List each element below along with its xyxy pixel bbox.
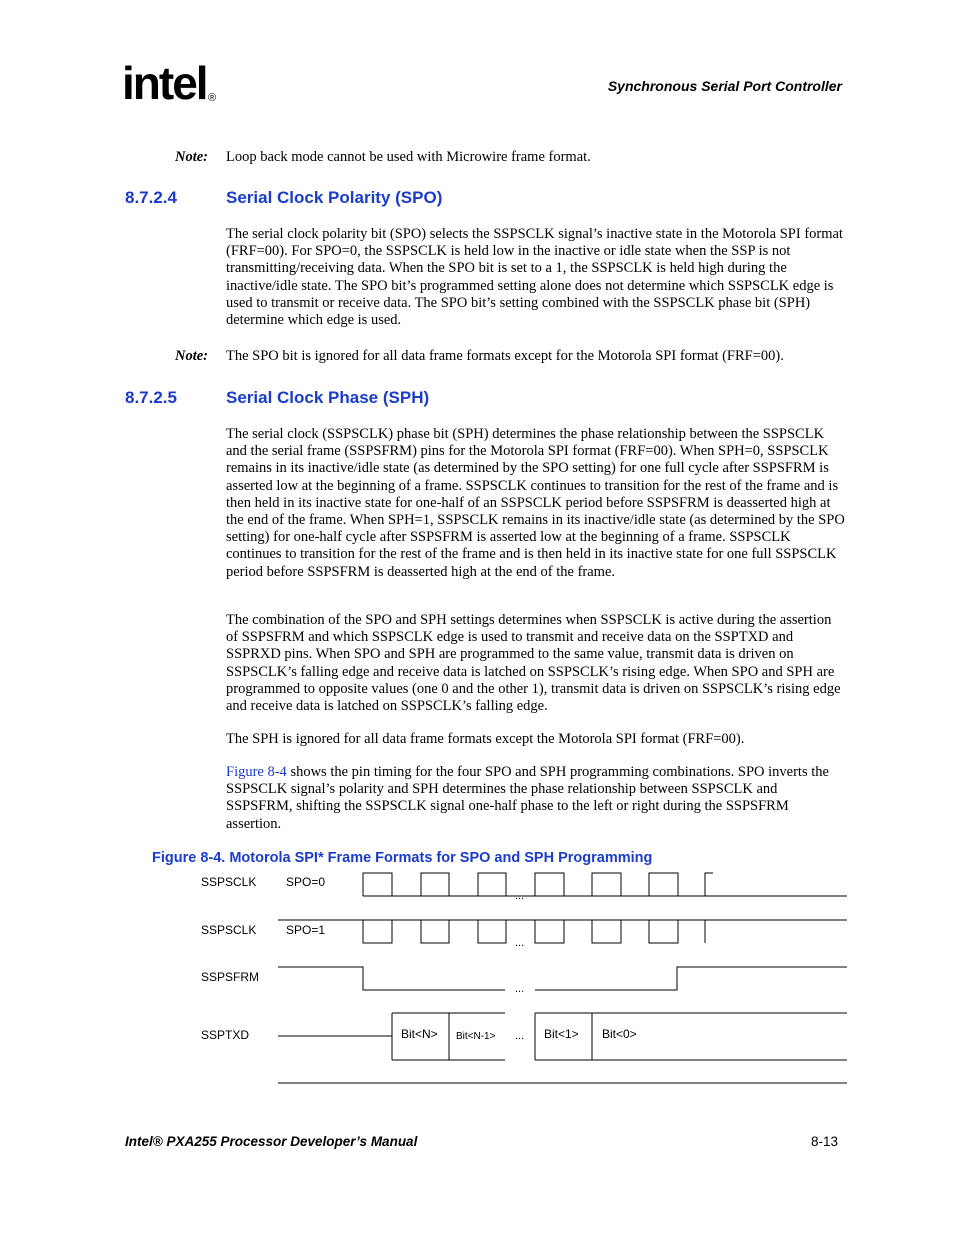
data-bit-label: Bit<N>: [401, 1027, 438, 1041]
paragraph-text-rest: shows the pin timing for the four SPO and SPH programming combinations. SPO inverts the SSPSCLK signal’s polarity and SPH determines the phase relationship between SSPSCLK and SSPSFRM, shifting the SSPSCLK signal one-half phase to the left or right during the SSPSFRM assertion.: [226, 764, 829, 832]
signal-setting: SPO=1: [286, 923, 326, 937]
timing-diagram: [195, 866, 855, 1091]
sspsfrm-waveform-end: [535, 967, 847, 990]
ellipsis: ...: [515, 937, 525, 949]
paragraph-text: The combination of the SPO and SPH settings determines when SSPSCLK is active during the assertion of SSPSFRM and which SSPSCLK edge is used to transmit and receive data on the SSPTXD and SSPRXD pins. When SPO and SPH are programmed to the same value, transmit data is driven on SSPSCLK’s falling edge and receive data is latched on SSPSCLK’s rising edge. When SPO and SPH are programmed to opposite values (one 0 and the other 1), transmit data is driven on SSPSCLK’s rising edge and receive data is latched on SSPSCLK’s falling edge.: [226, 612, 841, 715]
note-label: Note:: [175, 149, 209, 165]
note-label: Note:: [175, 348, 209, 364]
footer-page-number: 8-13: [810, 1134, 838, 1149]
figure-link[interactable]: Figure 8-4: [226, 764, 287, 780]
registered-mark: ®: [208, 92, 217, 104]
data-bit-label: Bit<N-1>: [456, 1031, 496, 1042]
section-paragraph: [226, 612, 846, 715]
intel-logo: intel: [122, 57, 207, 109]
ellipsis: ...: [515, 1030, 525, 1042]
paragraph-text: [226, 764, 846, 833]
sspsclk-spo0-waveform: [363, 873, 713, 896]
signal-label: SSPSCLK: [201, 875, 257, 889]
data-bit-label: Bit<0>: [602, 1027, 637, 1041]
section-number: 8.7.2.5: [125, 388, 177, 407]
signal-setting: SPO=0: [286, 875, 326, 889]
paragraph-text: The SPH is ignored for all data frame formats except the Motorola SPI format (FRF=00).: [226, 731, 745, 747]
section-heading: Serial Clock Polarity (SPO): [226, 188, 443, 207]
paragraph-text: The serial clock (SSPSCLK) phase bit (SPH) determines the phase relationship between the SSPSCLK and the serial frame (SSPSFRM) pins for the Motorola SPI format (FRF=00). When SPH=0, SSPSCLK remains in its inactive/idle state (as determined by the SPO setting) for one full cycle after SSPSFRM is asserted low at the beginning of a frame. SSPSCLK continues to transition for the rest of the frame and is then held in its inactive state for one-half of an SSPSCLK period before SSPSFRM is deasserted high at the end of the frame. When SPH=1, SSPSCLK remains in its inactive/idle state (as determined by the SPO setting) for one-half cycle after SSPSFRM is asserted low at the beginning of a frame. SSPSCLK continues to transition for the rest of the frame and is then held in its inactive state for one full SSPSCLK period before SSPSFRM is deasserted high at the end of the frame.: [226, 426, 845, 580]
figure-caption: Figure 8-4. Motorola SPI* Frame Formats for SPO and SPH Programming: [152, 850, 653, 866]
paragraph-text: The serial clock polarity bit (SPO) selects the SSPSCLK signal’s inactive state in the Motorola SPI format (FRF=00). For SPO=0, the SSPSCLK is held low in the inactive or idle state when the SSP is not transmitting/receiving data. When the SPO bit is set to a 1, the SSPSCLK is held high during the inactive/idle state. The SPO bit’s programmed setting alone does not determine which SSPSCLK edge is used to transmit or receive data. The SPO bit’s setting combined with the SSPSCLK phase bit (SPH) determine which edge is used.: [226, 226, 843, 329]
footer-manual-title: Intel® PXA255 Processor Developer’s Manual: [125, 1134, 418, 1149]
note-text: Loop back mode cannot be used with Microwire frame format.: [226, 149, 591, 165]
sspsclk-spo1-waveform: [363, 920, 705, 943]
section-paragraph: [226, 731, 846, 748]
data-bit-label: Bit<1>: [544, 1027, 579, 1041]
signal-label: SSPTXD: [201, 1028, 250, 1042]
section-heading: Serial Clock Phase (SPH): [226, 388, 430, 407]
ellipsis: ...: [515, 890, 525, 902]
section-paragraph: [226, 226, 846, 329]
signal-label: SSPSFRM: [201, 970, 260, 984]
section-number: 8.7.2.4: [125, 188, 177, 207]
ellipsis: ...: [515, 983, 525, 995]
running-header-title: Synchronous Serial Port Controller: [607, 78, 842, 94]
sspsfrm-waveform: [278, 967, 505, 990]
note-text: The SPO bit is ignored for all data frame formats except for the Motorola SPI format (FRF=00).: [226, 348, 784, 364]
section-paragraph: [226, 764, 846, 833]
signal-label: SSPSCLK: [201, 923, 257, 937]
section-paragraph: [226, 426, 846, 581]
